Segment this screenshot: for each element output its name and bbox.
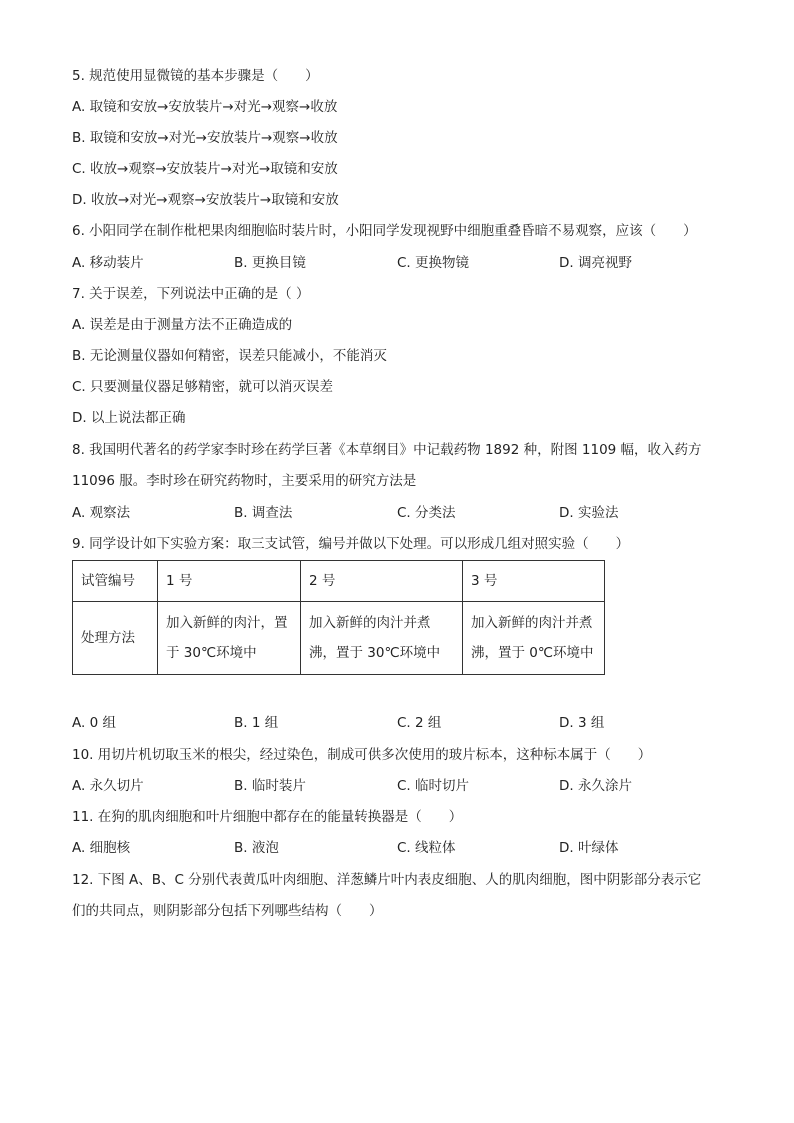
question-9-option-c: C. 2 组 [397,715,442,731]
question-7-option-a: A. 误差是由于测量方法不正确造成的 [72,317,293,333]
question-9-option-d: D. 3 组 [559,715,605,731]
table-cell-line: 于 30℃环境中 [166,645,257,661]
question-10-option-c: C. 临时切片 [397,778,470,794]
table-row-label: 处理方法 [73,602,158,675]
question-6-option-c: C. 更换物镜 [397,255,470,271]
question-8-option-c: C. 分类法 [397,505,456,521]
experiment-table [72,560,605,675]
question-7-stem: 7. 关于误差，下列说法中正确的是（ ） [72,286,310,302]
table-cell-line: 沸，置于 30℃环境中 [309,645,441,661]
question-6-option-b: B. 更换目镜 [234,255,306,271]
table-cell-line: 沸，置于 0℃环境中 [471,645,594,661]
question-6-option-a: A. 移动装片 [72,255,144,271]
question-6-stem: 6. 小阳同学在制作枇杷果肉细胞临时装片时，小阳同学发现视野中细胞重叠昏暗不易观察，应该（ ） [72,223,697,239]
question-9-options [72,713,712,733]
table-cell-line: 加入新鲜的肉汁，置 [166,615,288,631]
question-11-option-d: D. 叶绿体 [559,840,619,856]
question-8-stem-line-2: 11096 服。李时珍在研究药物时，主要采用的研究方法是 [72,473,417,489]
question-7-option-d: D. 以上说法都正确 [72,410,186,426]
question-9-option-a: A. 0 组 [72,715,116,731]
question-7-option-b: B. 无论测量仪器如何精密，误差只能减小，不能消灭 [72,348,387,364]
question-5-stem: 5. 规范使用显微镜的基本步骤是（ ） [72,68,319,84]
question-9-stem: 9. 同学设计如下实验方案：取三支试管，编号并做以下处理。可以形成几组对照实验（ ） [72,536,630,552]
question-11-option-b: B. 液泡 [234,840,279,856]
table-header-row [73,561,605,602]
question-6-options [72,253,712,273]
question-10-options [72,776,712,796]
table-header-cell: 试管编号 [73,561,158,602]
question-10-option-d: D. 永久涂片 [559,778,632,794]
question-11-options [72,838,712,858]
table-row [73,602,605,675]
question-9-option-b: B. 1 组 [234,715,279,731]
question-8-stem-line-1: 8. 我国明代著名的药学家李时珍在药学巨著《本草纲目》中记载药物 1892 种，附图 1109 幅，收入药方 [72,442,702,458]
table-cell [301,602,463,675]
question-6-option-d: D. 调亮视野 [559,255,632,271]
question-8-options [72,503,712,523]
question-12-stem-line-2: 们的共同点，则阴影部分包括下列哪些结构（ ） [72,903,383,919]
table-cell-line: 加入新鲜的肉汁并煮 [471,615,593,631]
question-5-option-d: D. 收放→对光→观察→安放装片→取镜和安放 [72,192,339,208]
table-cell-line: 加入新鲜的肉汁并煮 [309,615,431,631]
question-5-option-b: B. 取镜和安放→对光→安放装片→观察→收放 [72,130,338,146]
question-11-option-c: C. 线粒体 [397,840,456,856]
table-cell [158,602,301,675]
table-header-cell: 2 号 [301,561,463,602]
question-8-option-a: A. 观察法 [72,505,131,521]
question-5-option-a: A. 取镜和安放→安放装片→对光→观察→收放 [72,99,338,115]
question-8-option-b: B. 调查法 [234,505,293,521]
table-cell [463,602,605,675]
question-7-option-c: C. 只要测量仪器足够精密，就可以消灭误差 [72,379,334,395]
question-11-stem: 11. 在狗的肌肉细胞和叶片细胞中都存在的能量转换器是（ ） [72,809,463,825]
question-10-option-a: A. 永久切片 [72,778,144,794]
table-header-cell: 3 号 [463,561,605,602]
table-header-cell: 1 号 [158,561,301,602]
question-12-stem-line-1: 12. 下图 A、B、C 分别代表黄瓜叶肉细胞、洋葱鳞片叶内表皮细胞、人的肌肉细胞，图中阴影部分表示它 [72,872,702,888]
question-8-option-d: D. 实验法 [559,505,619,521]
question-5-option-c: C. 收放→观察→安放装片→对光→取镜和安放 [72,161,338,177]
question-10-option-b: B. 临时装片 [234,778,306,794]
question-10-stem: 10. 用切片机切取玉米的根尖，经过染色，制成可供多次使用的玻片标本，这种标本属于（ ） [72,747,652,763]
question-11-option-a: A. 细胞核 [72,840,131,856]
